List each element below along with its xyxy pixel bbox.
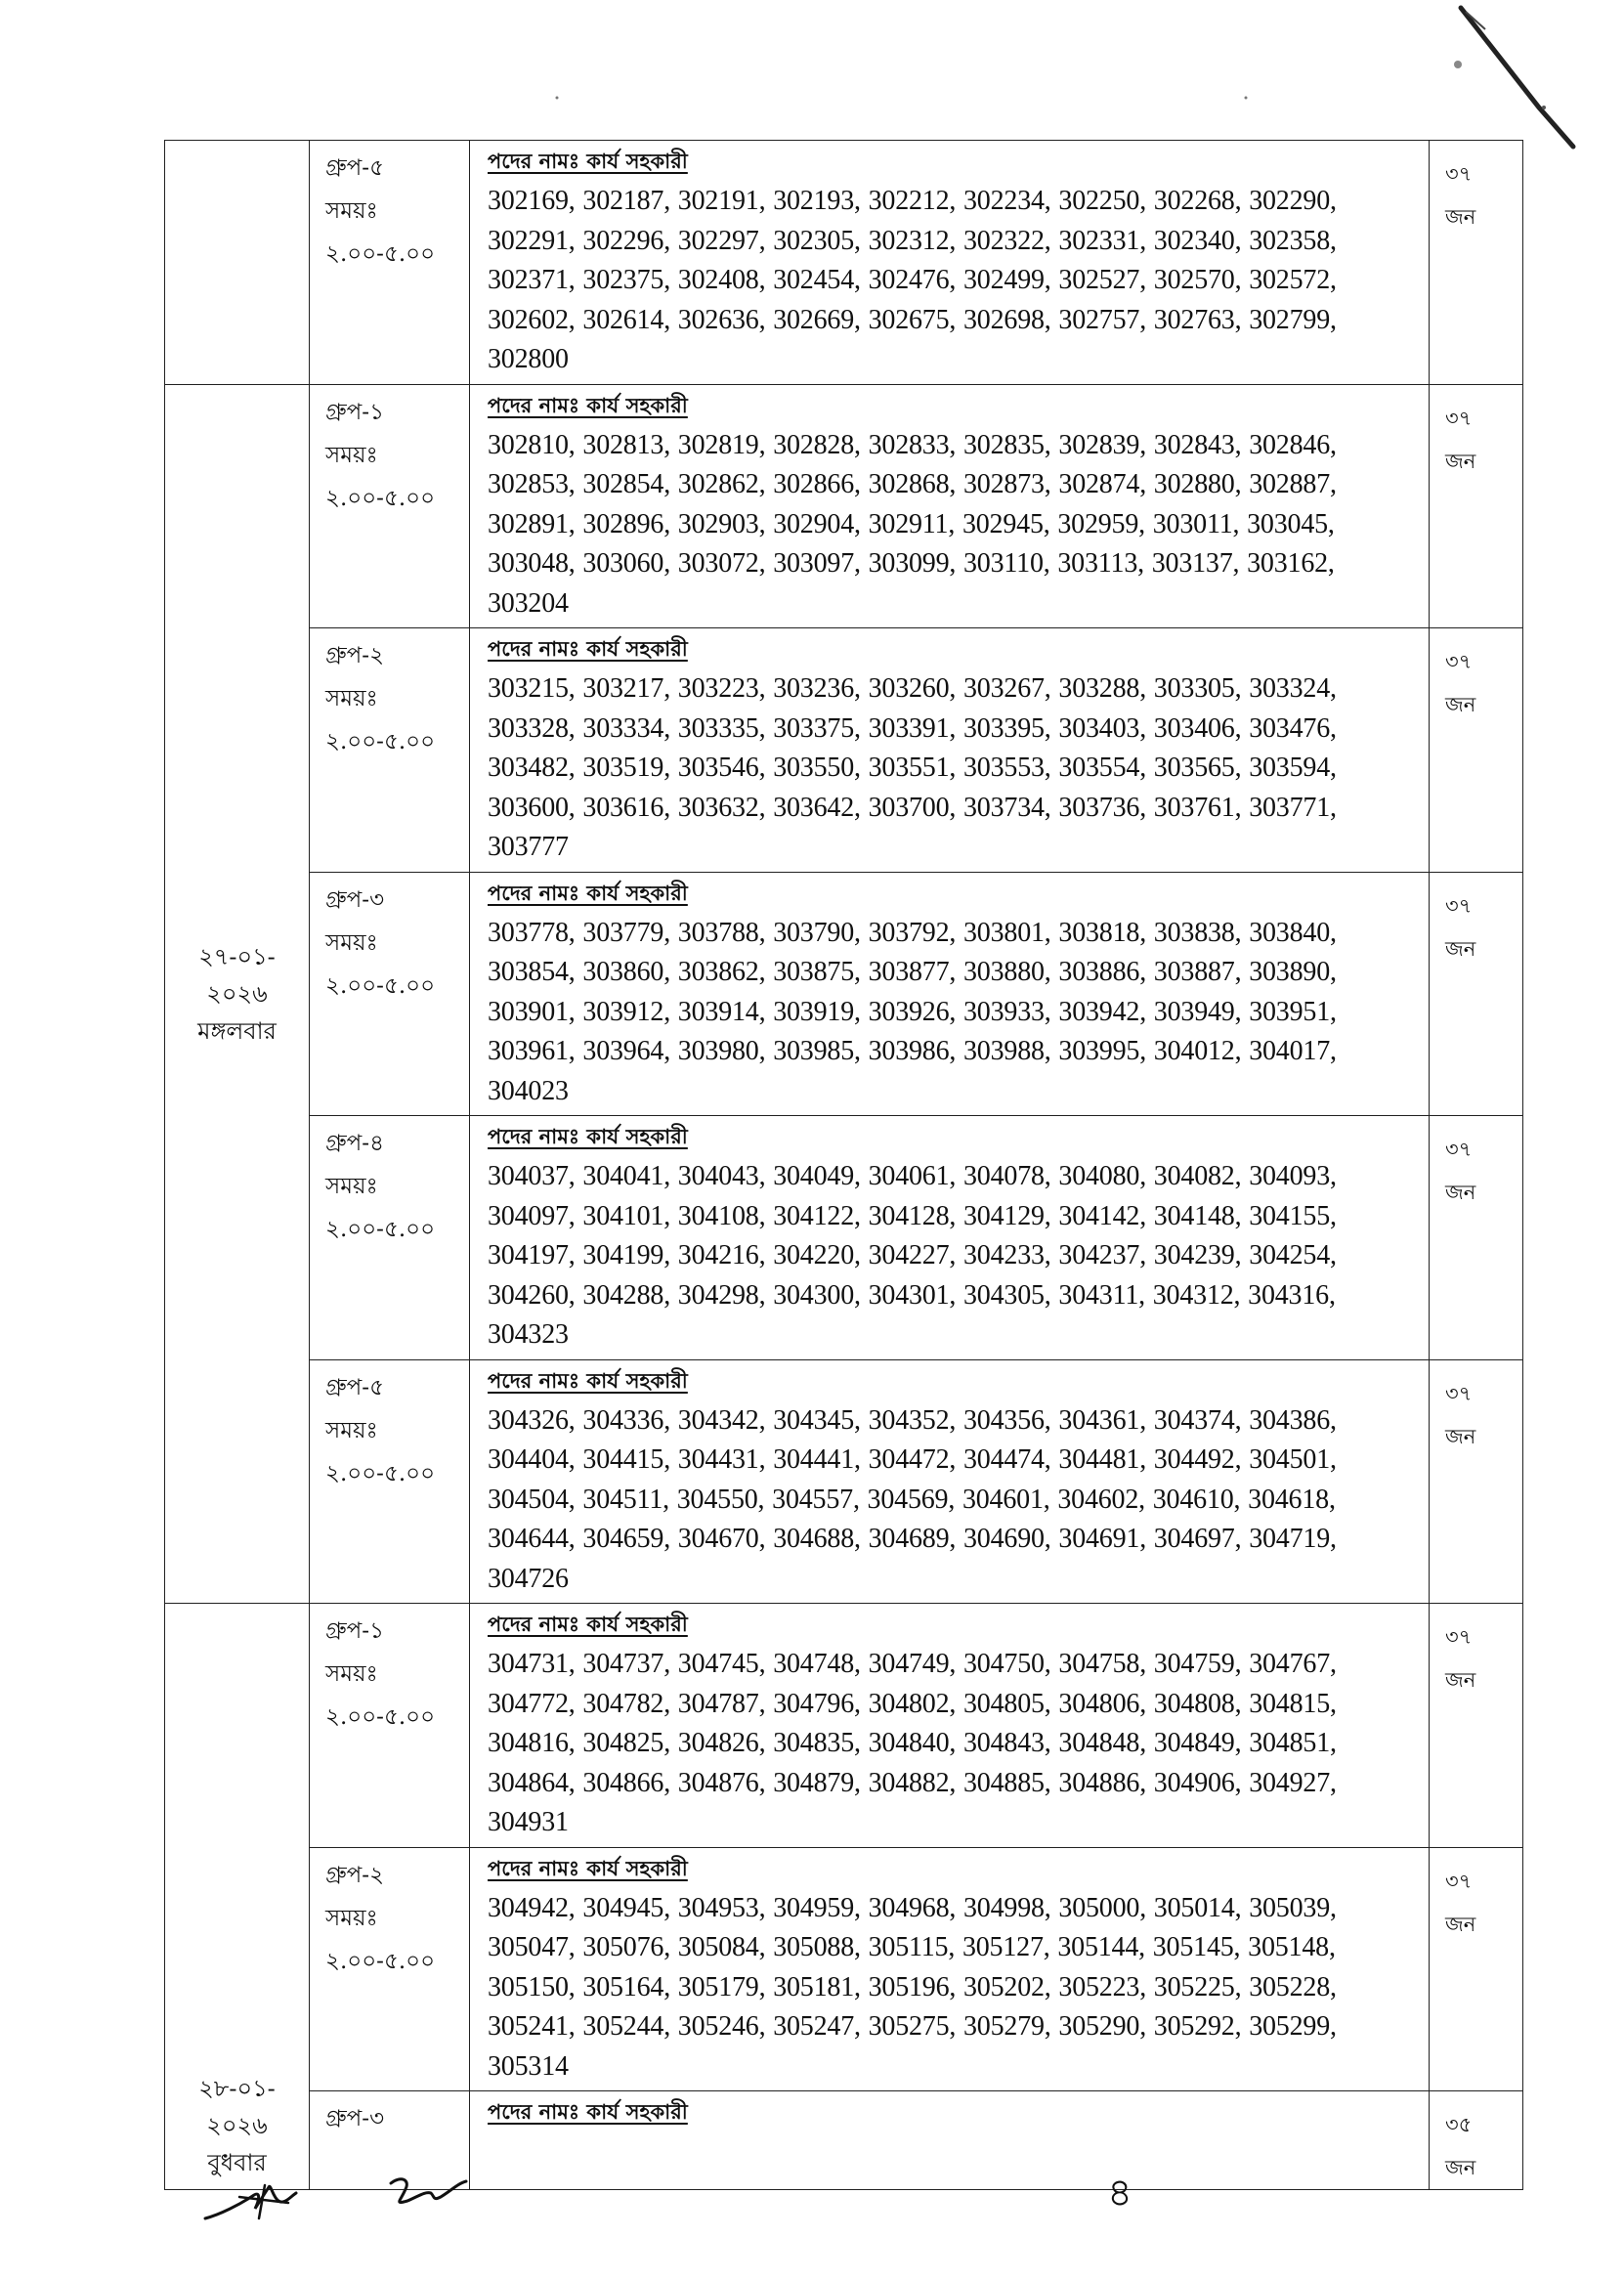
time-label: সময়ঃ xyxy=(325,198,378,224)
time-value: ২.০০-৫.০০ xyxy=(325,1217,436,1242)
post-title: পদের নামঃ কার্য সহকারী xyxy=(488,1613,688,1636)
exam-date-line: ২৮-০১- xyxy=(198,2075,276,2102)
exam-date-line: ২০২৬ xyxy=(206,2112,268,2139)
count-unit: জন xyxy=(1445,1668,1476,1692)
time-label: সময়ঃ xyxy=(325,929,378,956)
group-label: গ্রুপ-৫ xyxy=(325,155,384,181)
time-value: ২.০০-৫.০০ xyxy=(325,729,436,754)
time-value: ২.০০-৫.০০ xyxy=(325,485,436,511)
time-label: সময়ঃ xyxy=(325,1174,378,1199)
count-unit: জন xyxy=(1445,1181,1476,1204)
post-title: পদের নামঃ কার্য সহকারী xyxy=(488,1125,688,1148)
time-label: সময়ঃ xyxy=(325,1905,378,1931)
exam-date-line: মঙ্গলবার xyxy=(197,1016,277,1045)
count-unit: জন xyxy=(1445,936,1476,961)
candidate-count: ৩৫ xyxy=(1445,2113,1473,2136)
post-title: পদের নামঃ কার্য সহকারী xyxy=(488,1856,688,1880)
count-unit: জন xyxy=(1445,205,1476,229)
time-label: সময়ঃ xyxy=(325,442,378,468)
time-value: ২.০০-৫.০০ xyxy=(325,1704,436,1730)
time-value: ২.০০-৫.০০ xyxy=(325,241,436,267)
candidate-count: ৩৭ xyxy=(1445,893,1473,918)
post-title: পদের নামঃ কার্য সহকারী xyxy=(488,881,688,905)
time-label: সময়ঃ xyxy=(325,686,378,711)
exam-date-line: বুধবার xyxy=(207,2149,267,2176)
post-title: পদের নামঃ কার্য সহকারী xyxy=(488,393,688,417)
count-unit: জন xyxy=(1445,693,1476,716)
count-unit: জন xyxy=(1445,1424,1476,1448)
exam-date-line: ২০২৬ xyxy=(206,979,268,1008)
group-label: গ্রুপ-৫ xyxy=(325,1374,384,1400)
time-label: সময়ঃ xyxy=(325,1661,378,1687)
roll-number-list: 304942, 304945, 304953, 304959, 304968, 304998, 305000, 305014, 305039, 305047, 305076, 305084, 305088, 305115, 305127, 305144, 305145, 305148, 305150, 305164, 305179, 305181, 305196, 305202, 305223, 305225, 305228, 305241, 305244, 305246, 305247, 305275, 305279, 305290, 305292, 305299, 305314 xyxy=(488,1892,1337,2082)
roll-number-list: 302810, 302813, 302819, 302828, 302833, 302835, 302839, 302843, 302846, 302853, 302854, 302862, 302866, 302868, 302873, 302874, 302880, 302887, 302891, 302896, 302903, 302904, 302911, 302945, 302959, 303011, 303045, 303048, 303060, 303072, 303097, 303099, 303110, 303113, 303137, 303162, 303204 xyxy=(488,429,1337,619)
candidate-count: ৩৭ xyxy=(1445,1138,1473,1161)
candidate-count: ৩৭ xyxy=(1445,1625,1473,1649)
exam-date-line: ২৭-০১- xyxy=(198,942,276,970)
roll-number-list: 304731, 304737, 304745, 304748, 304749, 304750, 304758, 304759, 304767, 304772, 304782, 304787, 304796, 304802, 304805, 304806, 304808, 304815, 304816, 304825, 304826, 304835, 304840, 304843, 304848, 304849, 304851, 304864, 304866, 304876, 304879, 304882, 304885, 304886, 304906, 304927, 304931 xyxy=(488,1649,1337,1837)
time-label: সময়ঃ xyxy=(325,1417,378,1443)
roll-number-list: 304326, 304336, 304342, 304345, 304352, 304356, 304361, 304374, 304386, 304404, 304415, 304431, 304441, 304472, 304474, 304481, 304492, 304501, 304504, 304511, 304550, 304557, 304569, 304601, 304602, 304610, 304618, 304644, 304659, 304670, 304688, 304689, 304690, 304691, 304697, 304719, 304726 xyxy=(488,1404,1337,1594)
group-label: গ্রুপ-২ xyxy=(325,643,385,668)
time-value: ২.০০-৫.০০ xyxy=(325,1460,436,1486)
post-title: পদের নামঃ কার্য সহকারী xyxy=(488,1368,688,1393)
post-title: পদের নামঃ কার্য সহকারী xyxy=(488,2100,688,2124)
group-label: গ্রুপ-৪ xyxy=(325,1131,384,1156)
count-unit: জন xyxy=(1445,449,1476,473)
candidate-count: ৩৭ xyxy=(1445,162,1473,186)
candidate-count: ৩৭ xyxy=(1445,650,1473,673)
group-label: গ্রুপ-১ xyxy=(325,1618,384,1644)
count-unit: জন xyxy=(1445,2156,1476,2179)
page-number: ৪ xyxy=(1107,2171,1133,2216)
time-value: ২.০০-৫.০০ xyxy=(325,1948,436,1974)
post-title: পদের নামঃ কার্য সহকারী xyxy=(488,637,688,661)
roll-number-list: 303778, 303779, 303788, 303790, 303792, 303801, 303818, 303838, 303840, 303854, 303860, 303862, 303875, 303877, 303880, 303886, 303887, 303890, 303901, 303912, 303914, 303919, 303926, 303933, 303942, 303949, 303951, 303961, 303964, 303980, 303985, 303986, 303988, 303995, 304012, 304017, 304023 xyxy=(488,917,1337,1106)
candidate-count: ৩৭ xyxy=(1445,1869,1473,1893)
roll-number-list: 303215, 303217, 303223, 303236, 303260, 303267, 303288, 303305, 303324, 303328, 303334, 303335, 303375, 303391, 303395, 303403, 303406, 303476, 303482, 303519, 303546, 303550, 303551, 303553, 303554, 303565, 303594, 303600, 303616, 303632, 303642, 303700, 303734, 303736, 303761, 303771, 303777 xyxy=(488,673,1337,862)
group-label: গ্রুপ-২ xyxy=(325,1862,385,1888)
roll-number-list: 302169, 302187, 302191, 302193, 302212, 302234, 302250, 302268, 302290, 302291, 302296, 302297, 302305, 302312, 302322, 302331, 302340, 302358, 302371, 302375, 302408, 302454, 302476, 302499, 302527, 302570, 302572, 302602, 302614, 302636, 302669, 302675, 302698, 302757, 302763, 302799, 302800 xyxy=(488,186,1337,374)
group-label: গ্রুপ-১ xyxy=(325,399,384,425)
roll-number-list: 304037, 304041, 304043, 304049, 304061, 304078, 304080, 304082, 304093, 304097, 304101, 304108, 304122, 304128, 304129, 304142, 304148, 304155, 304197, 304199, 304216, 304220, 304227, 304233, 304237, 304239, 304254, 304260, 304288, 304298, 304300, 304301, 304305, 304311, 304312, 304316, 304323 xyxy=(488,1161,1337,1350)
candidate-count: ৩৭ xyxy=(1445,1381,1473,1405)
count-unit: জন xyxy=(1445,1912,1476,1936)
group-label: গ্রুপ-৩ xyxy=(325,2106,385,2131)
post-title: পদের নামঃ কার্য সহকারী xyxy=(488,150,688,173)
candidate-count: ৩৭ xyxy=(1445,406,1473,430)
time-value: ২.০০-৫.০০ xyxy=(325,972,436,999)
group-label: গ্রুপ-৩ xyxy=(325,886,385,913)
